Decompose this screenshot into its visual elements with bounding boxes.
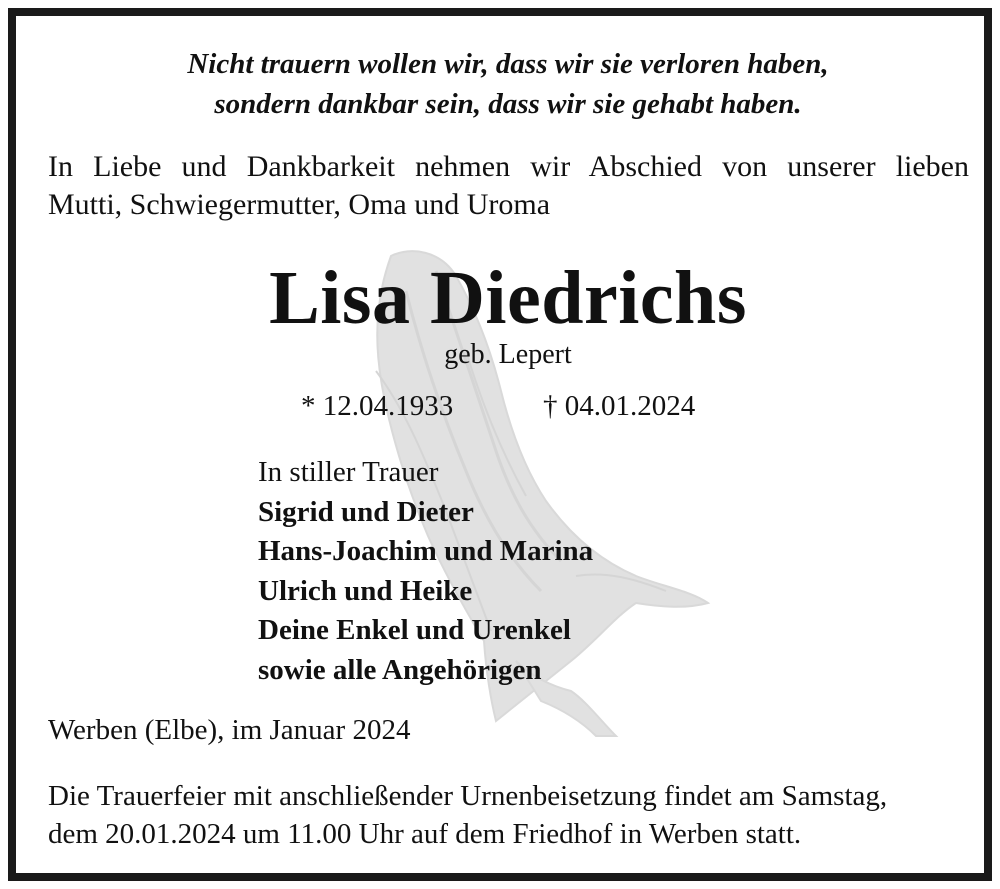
mourner-family: Sigrid und Dieter bbox=[258, 495, 474, 528]
motto-line-2: sondern dankbar sein, dass wir sie gehabt haben. bbox=[214, 88, 802, 120]
maiden-name: geb. Lepert bbox=[444, 339, 572, 370]
motto-line-1: Nicht trauern wollen wir, dass wir sie verloren haben, bbox=[187, 48, 829, 80]
obituary-frame bbox=[8, 8, 992, 881]
birth-date: * 12.04.1933 bbox=[301, 390, 454, 422]
mourners-lead: In stiller Trauer bbox=[258, 456, 439, 488]
ceremony-line-2: dem 20.01.2024 um 11.00 Uhr auf dem Friedhof in Werben statt. bbox=[48, 818, 802, 850]
intro-line-1: In Liebe und Dankbarkeit nehmen wir Abschied von unserer lieben bbox=[48, 150, 969, 183]
motto-quote bbox=[16, 44, 992, 124]
mourners-list bbox=[258, 453, 593, 690]
mourner-family: Hans-Joachim und Marina bbox=[258, 535, 594, 567]
death-date: † 04.01.2024 bbox=[543, 390, 696, 422]
deceased-name: Lisa Diedrichs bbox=[269, 256, 747, 340]
intro-text bbox=[48, 148, 969, 224]
place-date: Werben (Elbe), im Januar 2024 bbox=[48, 714, 411, 746]
mourner-family: Deine Enkel und Urenkel bbox=[258, 614, 571, 646]
ceremony-text bbox=[48, 777, 973, 853]
ceremony-line-1: Die Trauerfeier mit anschließender Urnenbeisetzung findet am Samstag, bbox=[48, 780, 888, 812]
mourner-family: sowie alle Angehörigen bbox=[258, 653, 542, 686]
mourner-family: Ulrich und Heike bbox=[258, 574, 473, 607]
intro-line-2: Mutti, Schwiegermutter, Oma und Uroma bbox=[48, 188, 551, 221]
